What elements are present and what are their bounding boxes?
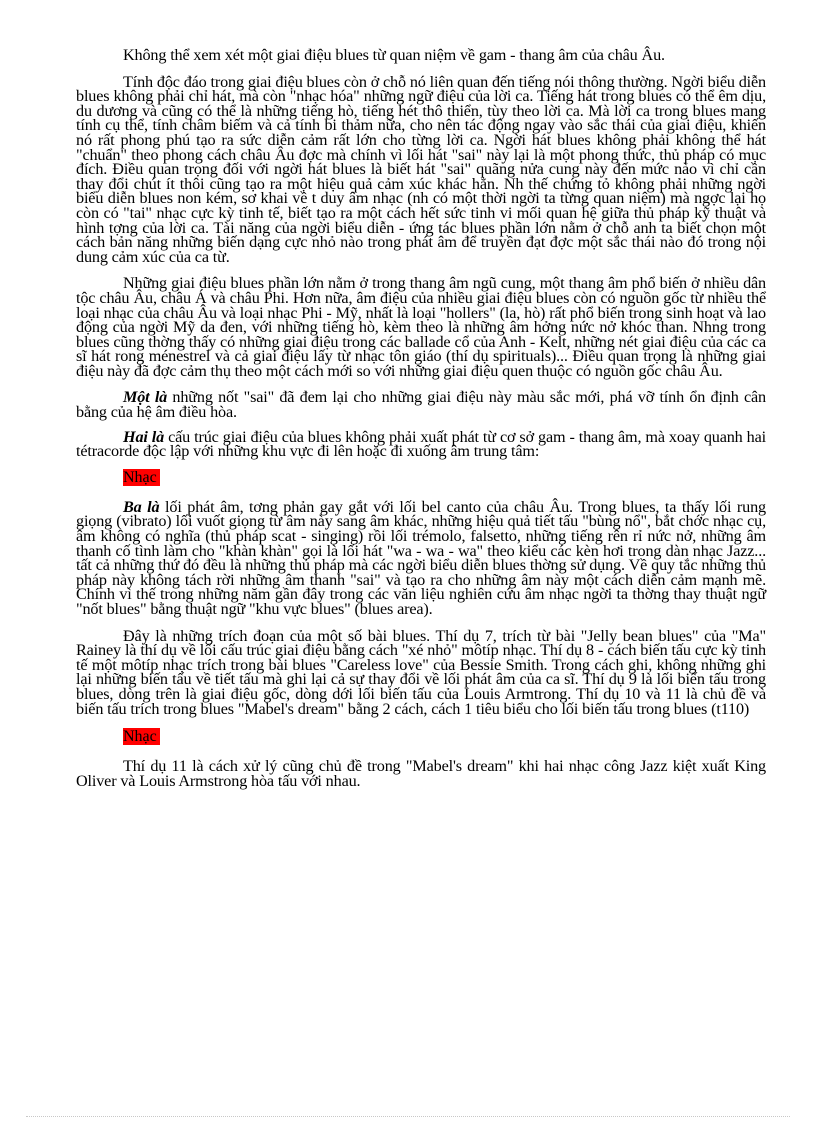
paragraph-text: Thí dụ 11 là cách xử lý cũng chủ đề trong "Mabel's dream" khi hai nhạc công Jazz kiệt xuất King Oliver và Louis Armstrong hòa tấu với nhau.: [76, 757, 766, 790]
music-placeholder-marker: Nhạc: [123, 728, 160, 745]
paragraph-point-two: [76, 427, 766, 461]
paragraph-point-one: [76, 388, 766, 422]
paragraph-pentatonic: [76, 276, 766, 378]
paragraph-point-three: [76, 497, 766, 618]
paragraph-text: những nốt "sai" đã đem lại cho những giai điệu này màu sắc mới, phá vỡ tính ổn định cân bằng của hệ âm điều hòa.: [76, 388, 766, 422]
paragraph-text: lối phát âm, tơng phản gay gắt với lối bel canto của châu Âu. Trong blues, ta thấy lối rung giọng (vibrato) lối vuốt giọng từ âm này sang âm khác, những hiệu quả tiết tấu "bùng nổ", bắt chớc nhạc cụ, âm không có nghĩa (thủ pháp scat - singing) rồi lối trémolo, falsetto, những tiếng rên rỉ nức nở, những âm thanh cố tình làm cho "khàn khàn" gọi là lối hát "wa - wa - wa" theo kiểu các kèn hơi trong dàn nhạc Jazz... tất cả những thứ đó đều là những thủ pháp mà các ngời biểu diễn blues thờng sử dụng. Về quy tắc những thủ pháp này không tách rời những âm thanh "sai" và tạo ra cho những âm này một cách diễn cảm mạnh mẽ. Chính vì thế trong những năm gần đây trong các văn liệu nghiên cứu âm nhạc ngời ta thờng thay thuật ngữ "nốt blues" bằng thuật ngữ "khu vực blues" (blues area).: [76, 497, 766, 618]
music-placeholder-marker: Nhạc: [123, 469, 160, 486]
paragraph-speech-relation: [76, 72, 767, 266]
paragraph-text: Tính độc đáo trong giai điệu blues còn ở chỗ nó liên quan đến tiếng nói thông thường. Ngời biểu diễn blues không phải chỉ hát, mà còn "nhạc hóa" những ngữ điệu của lời ca. Tiếng hát trong blues có thể êm dịu, du dương và cũng có thể là những tiếng hò, tiếng hét thô thiển, tùy theo lời ca. Mà lời ca trong blues mang tính cụ thể, tính châm biếm và cả tính bi thảm nữa, cho nên tác động ngay vào sắc thái của giai điệu, khiến nó rất phong phú tạo ra sức diễn cảm rất lớn cho từng lời ca. Ngời hát blues không phải không thể hát "chuẩn" theo phong cách châu Âu đợc mà chính vì lối hát "sai" này lại là một phong thức, thủ pháp có mục đích. Điều quan trọng đối với ngời hát blues là biết hát "sai" quãng nửa cung này đến mức nào vì chỉ cần thay đổi chút ít thôi cũng tạo ra một hiệu quả cảm xúc khác hẳn. Nh thế chứng tỏ không phải những ngời biểu diễn blues non kém, sơ khai về t duy âm nhạc (nh có một thời ngời ta từng quan niệm) mà ngợc lại họ còn có "tai" nhạc cực kỳ tinh tế, biết tạo ra một cách hết sức tinh vi mối quan hệ giữa thủ pháp kỹ thuật và hình tợng của lời ca. Tài năng của ngời biểu diễn - ứng tác blues phần lớn nằm ở chỗ anh ta biết chọn một cách bản năng những biến dạng cực nhỏ nào trong phát âm để truyền đạt đợc một sắc thái nào đó trong nội dung cảm xúc của ca từ.: [76, 72, 767, 266]
page-bottom-divider: [26, 1116, 790, 1117]
paragraph-text: Đây là những trích đoạn của một số bài blues. Thí dụ 7, trích từ bài "Jelly bean blues" của "Ma" Rainey là thí dụ về lối cấu trúc giai điệu bằng cách "xé nhỏ" môtíp nhạc. Thí dụ 8 - cách biến tấu cực kỳ tinh tế một môtíp nhạc trích trong bài blues "Careless love" của Bessie Smith. Trong cách ghi, không những ghi lại những biến tấu về tiết tấu mà ghi lại cả sự thay đổi về lối phát âm của ca sĩ. Thí dụ 9 là lối biến tấu trong blues, dòng trên là giai điệu gốc, dòng dới lối biến tấu của Louis Armtrong. Thí dụ 10 và 11 là chủ đề và biến tấu trích trong blues "Mabel's dream" bằng 2 cách, cách 1 tiêu biểu cho lối biến tấu trong blues (t110): [76, 626, 766, 718]
music-marker-row: [76, 469, 766, 496]
paragraph-text: Không thể xem xét một giai điệu blues từ quan niệm về gam - thang âm của châu Âu.: [123, 46, 665, 64]
paragraph-examples: [76, 626, 766, 718]
paragraph-lead: Hai là: [123, 427, 165, 446]
paragraph-lead: Một là: [123, 388, 168, 407]
document-page: [76, 48, 766, 800]
paragraph-text: Những giai điệu blues phần lớn nằm ở trong thang âm ngũ cung, một thang âm phổ biến ở nhiều dân tộc châu Âu, châu Á và châu Phi. Hơn nữa, âm điệu của nhiều giai điệu blues còn có nguồn gốc từ nhiều thể loại nhạc của châu Âu và loại nhạc Phi - Mỹ, nhất là loại "hollers" (la, hò) rất phổ biến trong sinh hoạt và lao động của ngời Mỹ da đen, với những tiếng hò, kèm theo là những âm hởng nức nở khóc than. Nhng trong blues cũng thờng thấy có những giai điệu trong các ballade cổ của Anh - Kelt, những nét giai điệu của các ca sĩ hát rong ménestrel và cả giai điệu lấy từ nhạc tôn giáo (thí dụ spirituals)... Điều quan trọng là những giai điệu này đã đợc cảm thụ theo một cách mới so với những giai điệu quen thuộc có nguồn gốc châu Âu.: [76, 274, 766, 380]
paragraph-example-eleven: [76, 759, 766, 788]
paragraph-text: cấu trúc giai điệu của blues không phải xuất phát từ cơ sở gam - thang âm, mà xoay quanh hai tétracorde độc lập với những khu vực đi lên hoặc đi xuống âm trung tâm:: [76, 427, 766, 461]
paragraph-lead: Ba là: [123, 497, 160, 516]
paragraph-intro: [76, 48, 766, 63]
music-marker-row: [76, 728, 766, 755]
